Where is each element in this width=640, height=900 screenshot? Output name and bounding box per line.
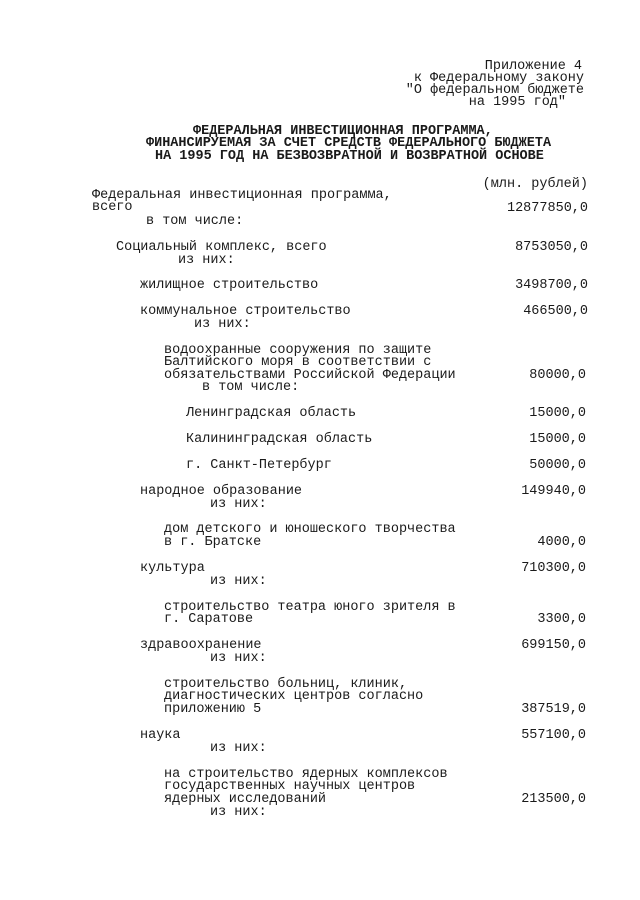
row-label: ядерных исследований [164, 792, 327, 807]
page-title-line-1: ФЕДЕРАЛЬНАЯ ИНВЕСТИЦИОННАЯ ПРОГРАММА, [193, 124, 493, 139]
appendix-law-year: на 1995 год" [468, 95, 566, 110]
row-label: на строительство ядерных комплексов [164, 767, 448, 782]
appendix-law-name: "О федеральном бюджете [405, 83, 584, 98]
row-sub-label: в том числе: [202, 380, 300, 395]
row-label: всего [92, 200, 133, 215]
row-label: дом детского и юношеского творчества [164, 522, 456, 537]
row-label: народное образование [140, 484, 303, 499]
row-label: коммунальное строительство [140, 304, 351, 319]
row-label: государственных научных центров [164, 779, 416, 794]
row-sub-label: из них: [178, 253, 235, 268]
row-value: 15000,0 [529, 432, 586, 447]
page-title-line-3: НА 1995 ГОД НА БЕЗВОЗВРАТНОЙ И ВОЗВРАТНОЙ ОСНОВЕ [155, 149, 544, 164]
row-value: 149940,0 [521, 484, 586, 499]
row-value: 3300,0 [537, 612, 586, 627]
row-label: Социальный комплекс, всего [116, 240, 327, 255]
appendix-number: Приложение 4 [484, 59, 582, 74]
row-label: здравоохранение [140, 638, 262, 653]
row-sub-label: из них: [194, 317, 251, 332]
row-label: Ленинградская область [186, 406, 357, 421]
row-value: 557100,0 [521, 728, 586, 743]
row-sub-label: в том числе: [146, 214, 244, 229]
units-label: (млн. рублей) [482, 177, 588, 192]
row-label: в г. Братске [164, 535, 262, 550]
row-label: строительство больниц, клиник, [164, 677, 408, 692]
row-sub-label: из них: [210, 805, 267, 820]
row-label: г. Санкт-Петербург [186, 458, 332, 473]
row-label: обязательствами Российской Федерации [164, 368, 456, 383]
row-label: Калининградская область [186, 432, 373, 447]
row-label: г. Саратове [164, 612, 254, 627]
row-label: водоохранные сооружения по защите [164, 343, 432, 358]
row-value: 699150,0 [521, 638, 586, 653]
row-label: приложению 5 [164, 702, 262, 717]
row-value: 4000,0 [537, 535, 586, 550]
row-sub-label: из них: [210, 497, 267, 512]
row-label: строительство театра юного зрителя в [164, 600, 456, 615]
row-label: диагностических центров согласно [164, 689, 424, 704]
row-value: 12877850,0 [506, 201, 588, 216]
row-label: Федеральная инвестиционная программа, [92, 188, 392, 203]
row-label: жилищное строительство [140, 278, 319, 293]
row-label: культура [140, 561, 205, 576]
row-value: 50000,0 [529, 458, 586, 473]
row-label: Балтийского моря в соответствии с [164, 355, 432, 370]
row-value: 710300,0 [521, 561, 586, 576]
row-value: 80000,0 [529, 368, 586, 383]
row-value: 15000,0 [529, 406, 586, 421]
page-title-line-2: ФИНАНСИРУЕМАЯ ЗА СЧЕТ СРЕДСТВ ФЕДЕРАЛЬНОГО БЮДЖЕТА [146, 136, 552, 151]
row-value: 387519,0 [521, 702, 586, 717]
row-value: 213500,0 [521, 792, 586, 807]
row-value: 466500,0 [523, 304, 588, 319]
row-label: наука [140, 728, 181, 743]
appendix-law-ref: к Федеральному закону [413, 71, 584, 86]
row-value: 3498700,0 [515, 278, 588, 293]
row-sub-label: из них: [210, 574, 267, 589]
row-sub-label: из них: [210, 741, 267, 756]
row-value: 8753050,0 [515, 240, 588, 255]
row-sub-label: из них: [210, 651, 267, 666]
